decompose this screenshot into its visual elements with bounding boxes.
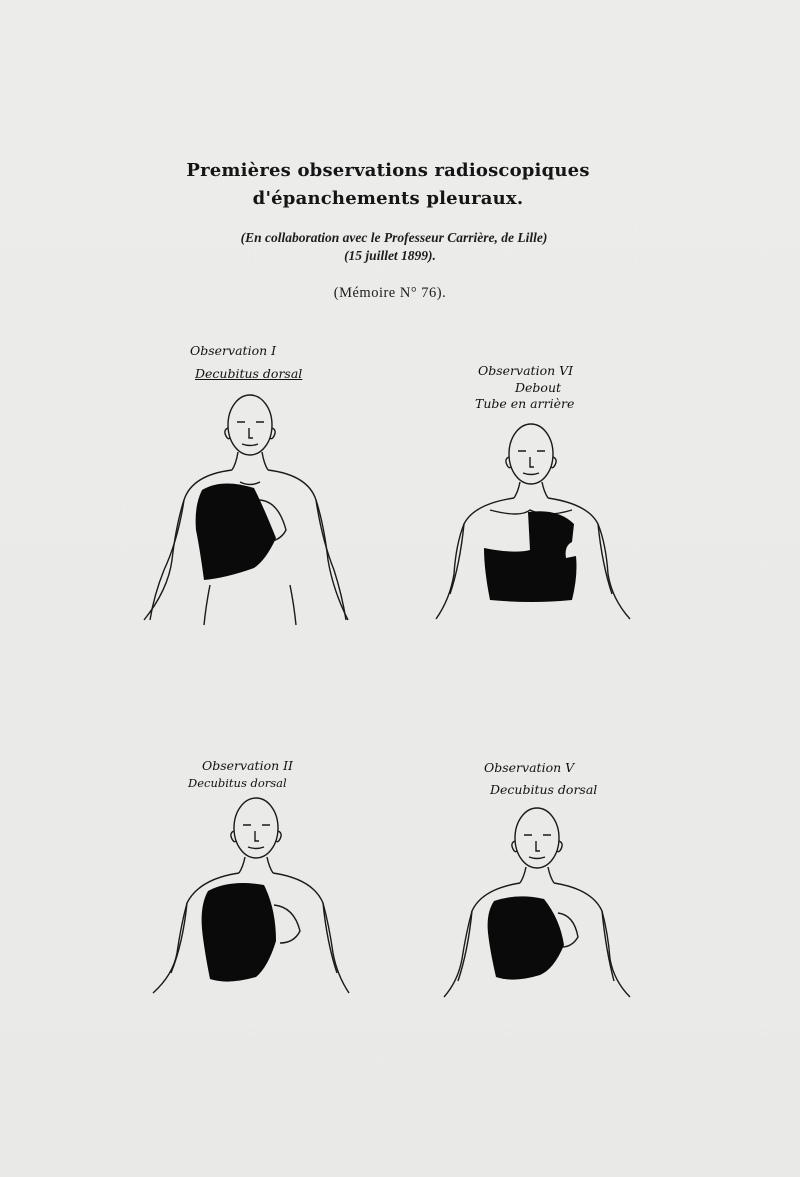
date-note: (15 juillet 1899). [344, 248, 436, 263]
memoire-number: (Mémoire N° 76). [333, 285, 447, 301]
figure-2-caption-line-3: Tube en arrière [475, 396, 575, 411]
figure-4-torso-drawing [440, 805, 630, 1000]
document-title-line-1: Premières observations radioscopiques [186, 160, 590, 181]
figure-4-caption-line-1: Observation V [484, 760, 575, 775]
document-title-line-2: d'épanchements pleuraux. [252, 188, 524, 209]
figure-1-torso-drawing [140, 390, 355, 625]
figure-1-caption-line-2: Decubitus dorsal [195, 366, 303, 381]
figure-3-caption-line-2: Decubitus dorsal [188, 776, 287, 790]
figure-2-caption-line-2: Debout [515, 380, 562, 395]
figure-3-caption-line-1: Observation II [202, 758, 293, 773]
figure-1-effusion-shadow [196, 483, 276, 580]
figure-1-caption-line-1: Observation I [190, 343, 277, 358]
figure-4-effusion-shadow [488, 896, 564, 979]
figure-2-caption-line-1: Observation VI [478, 363, 574, 378]
collaboration-note: (En collaboration avec le Professeur Carrière, de Lille) [240, 230, 548, 245]
figure-4-caption-line-2: Decubitus dorsal [490, 782, 598, 797]
figure-3-torso-drawing [150, 795, 350, 995]
figure-3-effusion-shadow [202, 883, 276, 982]
figure-2-effusion-shadow [484, 511, 577, 602]
figure-2-torso-drawing [432, 420, 632, 625]
